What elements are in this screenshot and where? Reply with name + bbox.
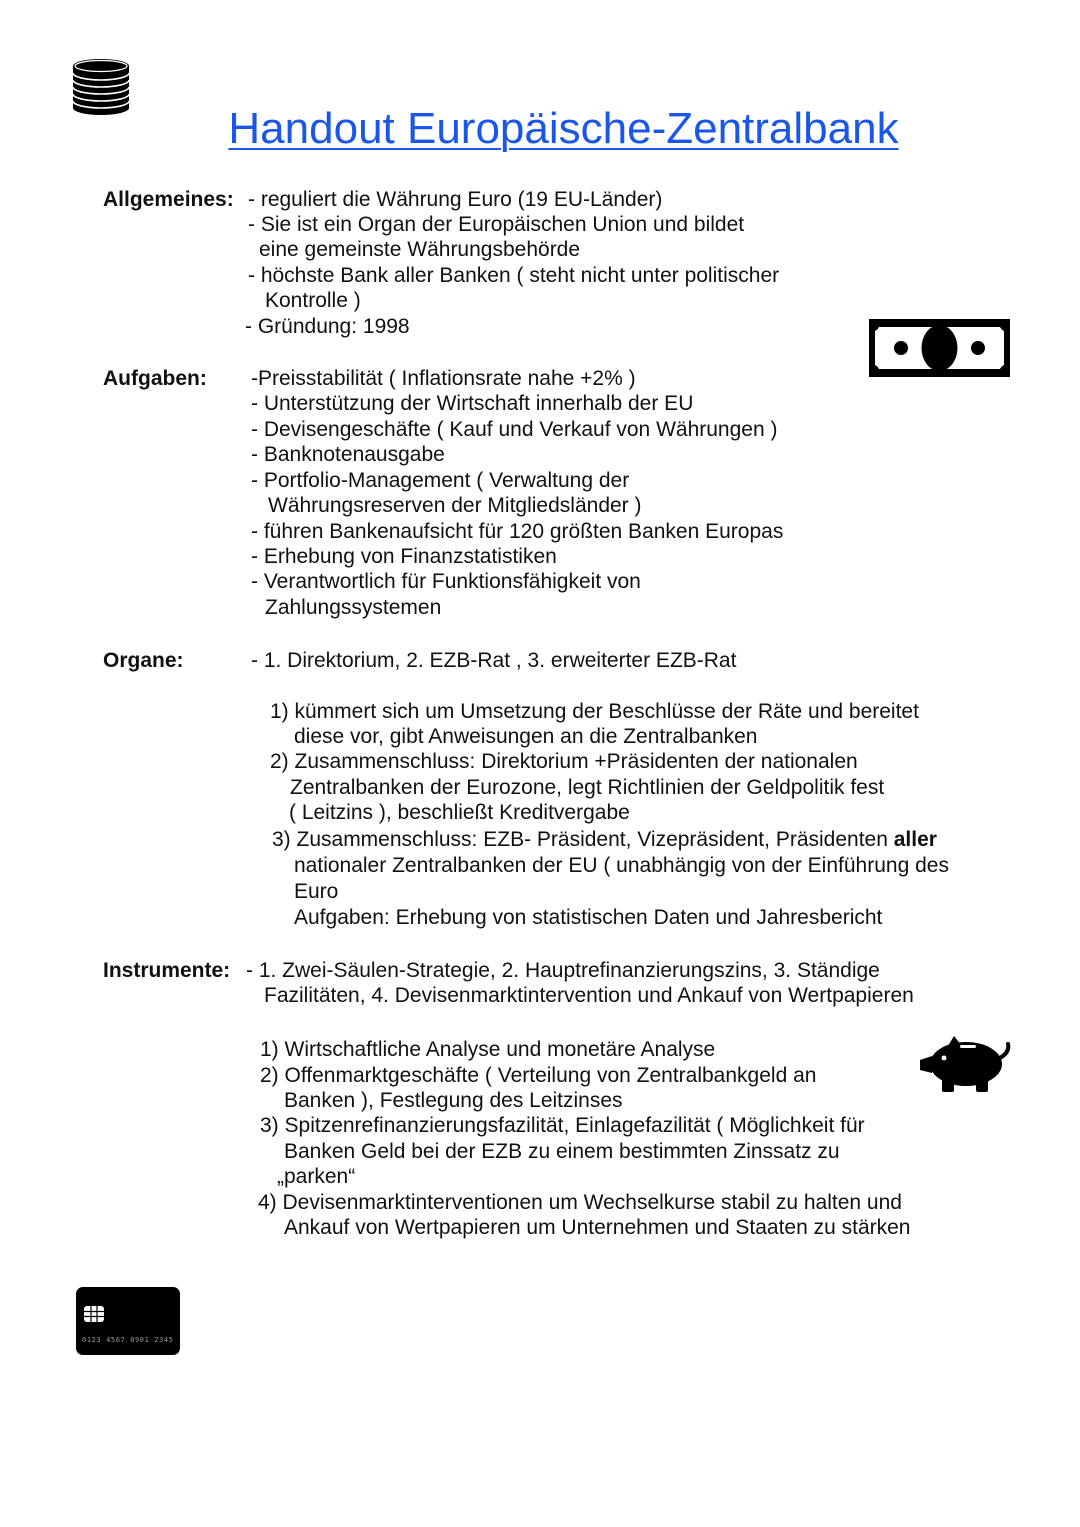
instrumente-line: 4) Devisenmarktinterventionen um Wechselkurse stabil zu halten und xyxy=(258,1191,902,1214)
aufgaben-line: - Erhebung von Finanzstatistiken xyxy=(251,545,557,568)
section-label-organe: Organe: xyxy=(103,649,184,672)
organe-line: nationaler Zentralbanken der EU ( unabhängig von der Einführung des xyxy=(294,854,949,877)
card-number: 0123 4567 8901 2345 xyxy=(82,1336,174,1344)
instrumente-line: Fazilitäten, 4. Devisenmarktintervention und Ankauf von Wertpapieren xyxy=(264,984,914,1007)
allgemeines-line: - höchste Bank aller Banken ( steht nicht unter politischer xyxy=(248,264,780,287)
aufgaben-line: -Preisstabilität ( Inflationsrate nahe +2% ) xyxy=(251,367,636,390)
section-label-instrumente: Instrumente: xyxy=(103,959,231,982)
banknote-icon xyxy=(869,319,1010,377)
instrumente-line: Ankauf von Wertpapieren um Unternehmen und Staaten zu stärken xyxy=(284,1216,911,1239)
organe-line-text: 3) Zusammenschluss: EZB- Präsident, Vizepräsident, Präsidenten xyxy=(272,828,888,851)
allgemeines-line: eine gemeinste Währungsbehörde xyxy=(259,238,581,261)
allgemeines-line: - Sie ist ein Organ der Europäischen Union und bildet xyxy=(248,213,745,236)
instrumente-line: - 1. Zwei-Säulen-Strategie, 2. Hauptrefinanzierungszins, 3. Ständige xyxy=(246,959,880,982)
aufgaben-line: - Portfolio-Management ( Verwaltung der xyxy=(251,469,630,492)
organe-line: 2) Zusammenschluss: Direktorium +Präsidenten der nationalen xyxy=(270,750,858,773)
organe-line: - 1. Direktorium, 2. EZB-Rat , 3. erweiterter EZB-Rat xyxy=(251,649,737,672)
aufgaben-line: - Unterstützung der Wirtschaft innerhalb der EU xyxy=(251,392,694,415)
instrumente-line: Banken ), Festlegung des Leitzinses xyxy=(284,1089,623,1112)
organe-line: 1) kümmert sich um Umsetzung der Beschlüsse der Räte und bereitet xyxy=(270,700,919,723)
organe-line: Aufgaben: Erhebung von statistischen Daten und Jahresbericht xyxy=(294,906,883,929)
allgemeines-line: - Gründung: 1998 xyxy=(245,315,410,338)
instrumente-line: 3) Spitzenrefinanzierungsfazilität, Einlagefazilität ( Möglichkeit für xyxy=(260,1114,865,1137)
page-title: Handout Europäische-Zentralbank xyxy=(228,104,899,153)
instrumente-line: 1) Wirtschaftliche Analyse und monetäre Analyse xyxy=(260,1038,716,1061)
organe-line: Zentralbanken der Eurozone, legt Richtlinien der Geldpolitik fest xyxy=(290,776,885,799)
aufgaben-line: - Banknotenausgabe xyxy=(251,443,445,466)
section-label-allgemeines: Allgemeines: xyxy=(103,188,234,211)
organe-line-bold: aller xyxy=(893,828,937,851)
instrumente-line: 2) Offenmarktgeschäfte ( Verteilung von Zentralbankgeld an xyxy=(260,1064,817,1087)
credit-card-icon xyxy=(76,1287,180,1355)
aufgaben-line: - Devisengeschäfte ( Kauf und Verkauf von Währungen ) xyxy=(251,418,778,441)
organe-line: Euro xyxy=(294,880,339,903)
aufgaben-line: - führen Bankenaufsicht für 120 größten Banken Europas xyxy=(251,520,784,543)
instrumente-line: Banken Geld bei der EZB zu einem bestimmten Zinssatz zu xyxy=(284,1140,840,1163)
allgemeines-line: Kontrolle ) xyxy=(265,289,361,312)
aufgaben-line: Zahlungssystemen xyxy=(265,596,442,619)
organe-line xyxy=(272,827,937,852)
card-chip-icon xyxy=(84,1306,104,1322)
section-label-aufgaben: Aufgaben: xyxy=(103,367,207,390)
organe-line: diese vor, gibt Anweisungen an die Zentralbanken xyxy=(294,725,758,748)
aufgaben-line: - Verantwortlich für Funktionsfähigkeit von xyxy=(251,570,641,593)
aufgaben-line: Währungsreserven der Mitgliedsländer ) xyxy=(268,494,642,517)
instrumente-line: „parken“ xyxy=(277,1165,356,1188)
piggy-bank-icon xyxy=(918,1034,1012,1094)
organe-line: ( Leitzins ), beschließt Kreditvergabe xyxy=(289,801,630,824)
allgemeines-line: - reguliert die Währung Euro (19 EU-Länder) xyxy=(248,188,663,211)
